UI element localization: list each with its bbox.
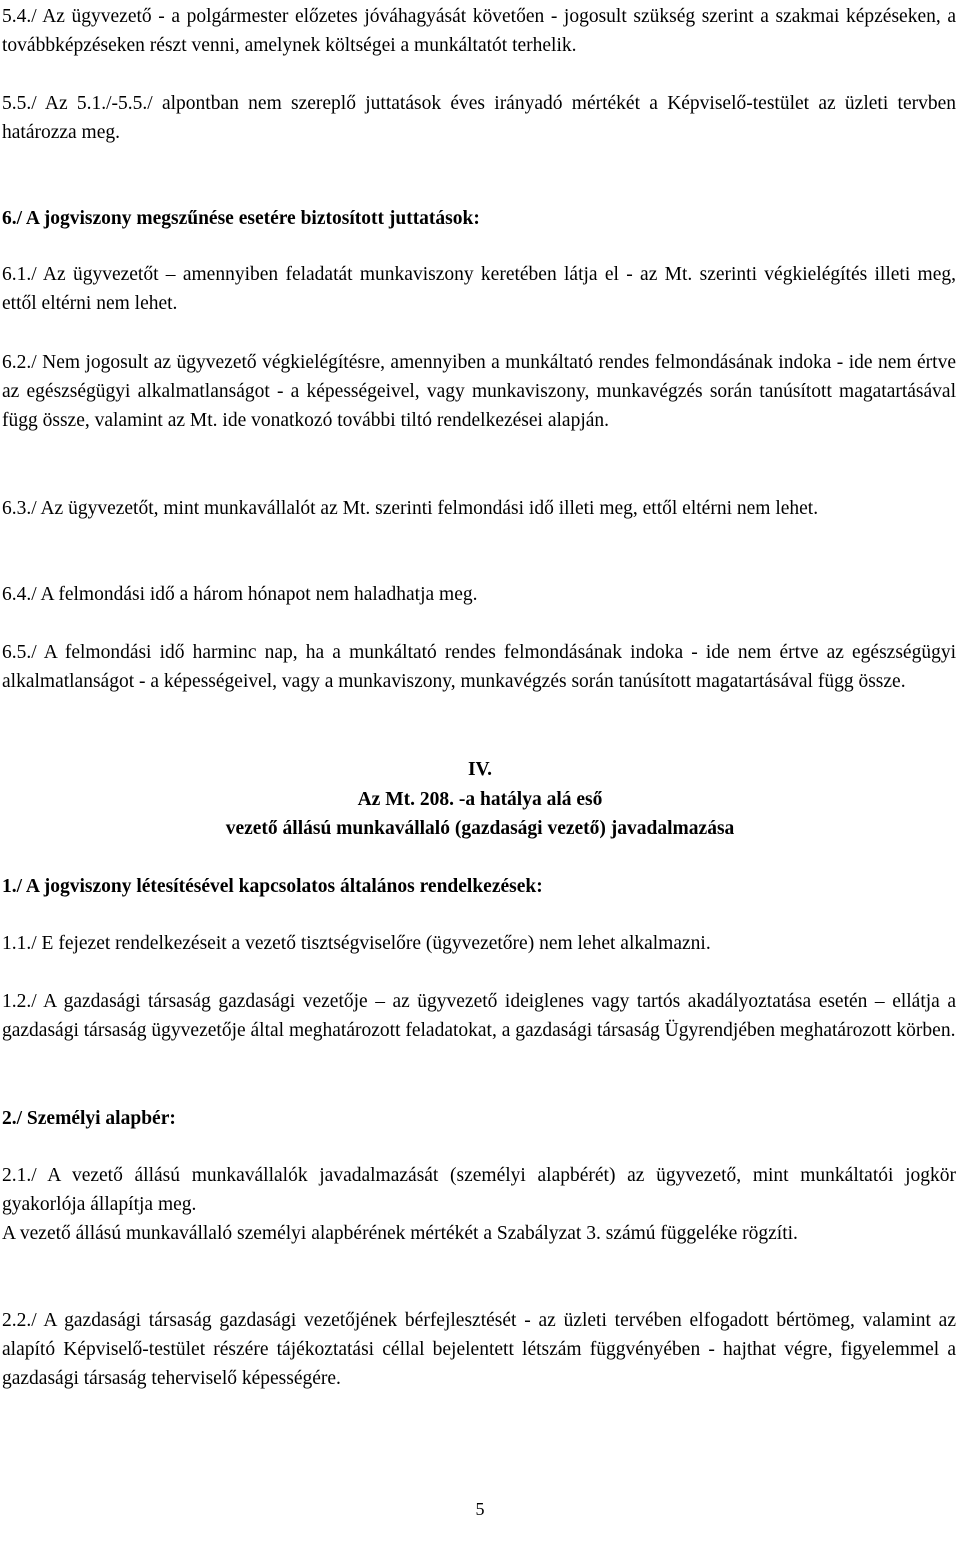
paragraph-6-5: 6.5./ A felmondási idő harminc nap, ha a munkáltató rendes felmondásának indoka - ide nem értve az egészségügyi alkalmatlanságot - a képességeivel, vagy a munkaviszony, munkavégzés során tanúsított magatartásával függ össze. <box>2 642 956 692</box>
heading-1: 1./ A jogviszony létesítésével kapcsolatos általános rendelkezések: <box>2 876 543 897</box>
paragraph-6-2: 6.2./ Nem jogosult az ügyvezető végkielégítésre, amennyiben a munkáltató rendes felmondásának indoka - ide nem értve az egészségügyi alkalmatlanságot - a képességeivel, vagy munkaviszony, munkavégzés során tanúsított magatartásával függ össze, valamint az Mt. ide vonatkozó további tiltó rendelkezései alapján. <box>2 352 956 431</box>
paragraph-5-4: 5.4./ Az ügyvezető - a polgármester előzetes jóváhagyását követően - jogosult szükség szerint a szakmai képzéseken, a továbbképzéseken részt venni, amelynek költségei a munkáltatót terhelik. <box>2 6 956 56</box>
section-roman-numeral: IV. <box>467 759 493 780</box>
paragraph-6-4: 6.4./ A felmondási idő a három hónapot nem haladhatja meg. <box>2 584 478 605</box>
paragraph-5-5: 5.5./ Az 5.1./-5.5./ alpontban nem szereplő juttatások éves irányadó mértékét a Képviselő-testület az üzleti tervben határozza meg. <box>2 93 956 143</box>
paragraph-1-2: 1.2./ A gazdasági társaság gazdasági vezetője – az ügyvezető ideiglenes vagy tartós akadályoztatása esetén – ellátja a gazdasági társaság ügyvezetője által meghatározott feladatokat, a gazdasági társaság Ügyrendjében meghatározott körben. <box>2 991 956 1041</box>
paragraph-6-1: 6.1./ Az ügyvezetőt – amennyiben feladatát munkaviszony keretében látja el - az Mt. szerinti végkielégítés illeti meg, ettől eltérni nem lehet. <box>2 264 956 314</box>
paragraph-2-1: 2.1./ A vezető állású munkavállalók javadalmazását (személyi alapbérét) az ügyvezető, mint munkáltatói jogkör gyakorlója állapítja meg. <box>2 1165 956 1215</box>
paragraph-6-3: 6.3./ Az ügyvezetőt, mint munkavállalót az Mt. szerinti felmondási idő illeti meg, ettől eltérni nem lehet. <box>2 498 819 519</box>
page-number: 5 <box>475 1499 485 1519</box>
section-subtitle: Az Mt. 208. -a hatálya alá eső <box>357 789 603 810</box>
heading-6: 6./ A jogviszony megszűnése esetére biztosított juttatások: <box>2 208 480 229</box>
paragraph-1-1: 1.1./ E fejezet rendelkezéseit a vezető tisztségviselőre (ügyvezetőre) nem lehet alkalmazni. <box>2 933 711 954</box>
paragraph-2-2: 2.2./ A gazdasági társaság gazdasági vezetőjének bérfejlesztését - az üzleti tervében elfogadott bértömeg, valamint az alapító Képviselő-testület részére tájékoztatási céllal bejelentett létszám függvényében - hajthat végre, figyelemmel a gazdasági társaság teherviselő képességére. <box>2 1310 956 1389</box>
heading-2: 2./ Személyi alapbér: <box>2 1108 176 1129</box>
section-title: vezető állású munkavállaló (gazdasági vezető) javadalmazása <box>225 818 735 839</box>
paragraph-2-1-cont: A vezető állású munkavállaló személyi alapbérének mértékét a Szabályzat 3. számú függeléke rögzíti. <box>2 1223 798 1244</box>
